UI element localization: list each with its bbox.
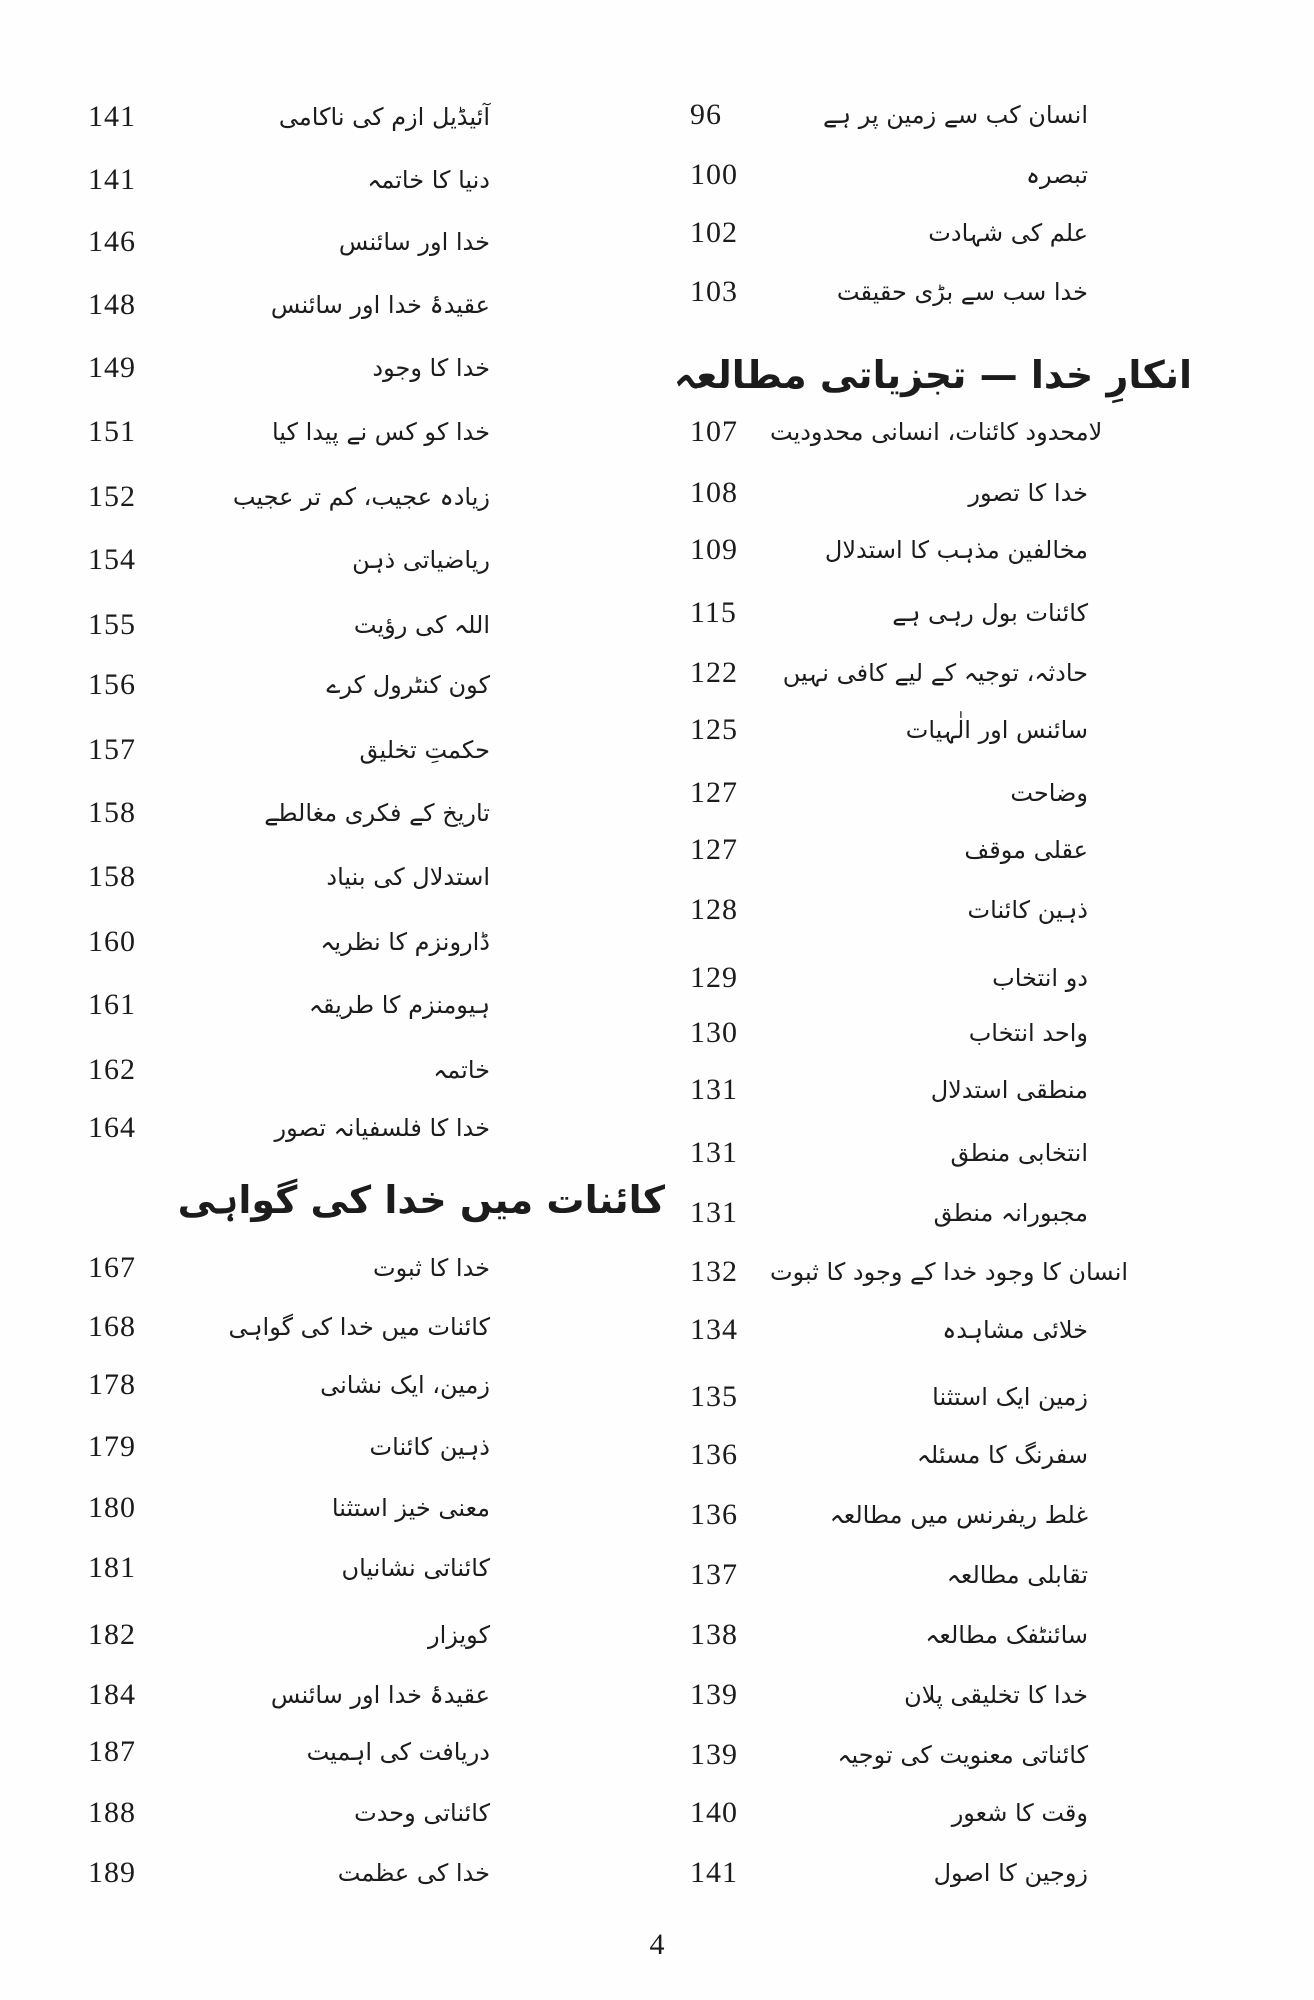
entry-page-number: 108: [690, 476, 738, 509]
entry-page-number: 137: [690, 1558, 738, 1591]
entry-page-number: 127: [690, 833, 738, 866]
toc-entry-row: [88, 480, 490, 514]
entry-page-number: 131: [690, 1196, 738, 1229]
entry-page-number: 148: [88, 288, 136, 321]
entry-title: ذہین کائنات: [967, 896, 1088, 924]
toc-entry-row: [690, 216, 1088, 250]
entry-page-number: 136: [690, 1438, 738, 1471]
entry-page-number: 132: [690, 1255, 738, 1288]
toc-entry-row: [690, 1618, 1088, 1652]
entry-title: سفرنگ کا مسئلہ: [916, 1441, 1088, 1469]
entry-title: خدا کو کس نے پیدا کیا: [271, 418, 490, 446]
entry-page-number: 158: [88, 796, 136, 829]
toc-entry-row: [88, 1551, 490, 1585]
entry-title: ہیومنزم کا طریقہ: [308, 991, 490, 1019]
toc-entry-row: [88, 988, 490, 1022]
entry-title: عقلی موقف: [964, 836, 1088, 864]
toc-entry-row: [88, 415, 490, 449]
toc-entry-row: [690, 776, 1088, 810]
entry-page-number: 151: [88, 415, 136, 448]
toc-entry-row: [690, 476, 1088, 510]
toc-entry-row: [690, 1073, 1088, 1107]
toc-entry-row: [690, 961, 1088, 995]
toc-entry-row: [690, 415, 1103, 449]
toc-entry-row: [690, 833, 1088, 867]
entry-title: خدا کا فلسفیانہ تصور: [274, 1114, 490, 1142]
entry-title: حادثہ، توجیہ کے لیے کافی نہیں: [782, 659, 1088, 687]
entry-title: انسان کا وجود خدا کے وجود کا ثبوت: [770, 1258, 1129, 1286]
toc-entry-row: [690, 713, 1088, 747]
entry-title: حکمتِ تخلیق: [359, 736, 490, 764]
entry-page-number: 184: [88, 1678, 136, 1711]
entry-title: خدا کا ثبوت: [372, 1254, 490, 1282]
entry-page-number: 109: [690, 533, 738, 566]
entry-page-number: 167: [88, 1251, 136, 1284]
toc-entry-row: [690, 1678, 1088, 1712]
entry-title: کویزار: [427, 1621, 490, 1649]
entry-page-number: 138: [690, 1618, 738, 1651]
toc-entry-row: [88, 1310, 490, 1344]
entry-page-number: 130: [690, 1016, 738, 1049]
entry-title: سائنس اور الٰہیات: [905, 716, 1088, 744]
entry-title: خاتمہ: [433, 1056, 490, 1084]
toc-entry-row: [690, 98, 1088, 132]
toc-entry-row: [88, 733, 490, 767]
entry-title: انسان کب سے زمین پر ہے: [822, 101, 1088, 129]
toc-entry-row: [88, 1368, 490, 1402]
entry-page-number: 140: [690, 1796, 738, 1829]
toc-entry-row: [88, 100, 490, 134]
entry-title: تبصرہ: [1025, 161, 1088, 189]
entry-title: ریاضیاتی ذہن: [352, 546, 490, 574]
toc-entry-row: [88, 1053, 490, 1087]
entry-page-number: 135: [690, 1380, 738, 1413]
entry-page-number: 149: [88, 351, 136, 384]
entry-page-number: 127: [690, 776, 738, 809]
entry-page-number: 179: [88, 1430, 136, 1463]
entry-title: خدا کی عظمت: [337, 1859, 490, 1887]
entry-page-number: 96: [690, 98, 722, 131]
entry-page-number: 107: [690, 415, 738, 448]
entry-title: انتخابی منطق: [950, 1139, 1088, 1167]
toc-entry-row: [88, 1251, 490, 1285]
toc-entry-row: [88, 608, 490, 642]
entry-title: ڈارونزم کا نظریہ: [320, 928, 490, 956]
toc-entry-row: [690, 158, 1088, 192]
entry-page-number: 122: [690, 656, 738, 689]
toc-entry-row: [690, 275, 1088, 309]
entry-title: خدا کا وجود: [372, 354, 490, 382]
entry-page-number: 182: [88, 1618, 136, 1651]
entry-title: کائناتی نشانیاں: [341, 1554, 490, 1582]
entry-page-number: 161: [88, 988, 136, 1021]
entry-page-number: 154: [88, 543, 136, 576]
entry-page-number: 155: [88, 608, 136, 641]
entry-page-number: 160: [88, 925, 136, 958]
entry-page-number: 139: [690, 1738, 738, 1771]
toc-entry-row: [88, 1111, 490, 1145]
toc-entry-row: [690, 1498, 1088, 1532]
entry-title: خلائی مشاہدہ: [942, 1316, 1088, 1344]
entry-page-number: 139: [690, 1678, 738, 1711]
entry-page-number: 181: [88, 1551, 136, 1584]
entry-page-number: 103: [690, 275, 738, 308]
toc-entry-row: [88, 1430, 490, 1464]
entry-page-number: 168: [88, 1310, 136, 1343]
toc-entry-row: [690, 1380, 1088, 1414]
toc-entry-row: [88, 351, 490, 385]
entry-title: مجبورانہ منطق: [933, 1199, 1088, 1227]
entry-title: زمین ایک استثنا: [932, 1383, 1088, 1411]
entry-title: کائنات بول رہی ہے: [892, 599, 1088, 627]
toc-entry-row: [88, 796, 490, 830]
entry-page-number: 141: [88, 100, 136, 133]
entry-page-number: 157: [88, 733, 136, 766]
entry-title: دنیا کا خاتمہ: [367, 166, 490, 194]
entry-title: کون کنٹرول کرے: [326, 671, 490, 699]
toc-entry-row: [88, 163, 490, 197]
entry-page-number: 131: [690, 1073, 738, 1106]
toc-entry-row: [690, 893, 1088, 927]
toc-entry-row: [690, 1255, 1129, 1289]
toc-entry-row: [88, 225, 490, 259]
toc-entry-row: [88, 1618, 490, 1652]
entry-title: آئیڈیل ازم کی ناکامی: [278, 103, 490, 131]
entry-page-number: 102: [690, 216, 738, 249]
entry-title: کائناتی معنویت کی توجیہ: [837, 1741, 1088, 1769]
toc-entry-row: [690, 656, 1088, 690]
toc-entry-row: [690, 1313, 1088, 1347]
entry-title: اللہ کی رؤیت: [353, 611, 490, 639]
entry-title: واحد انتخاب: [968, 1019, 1088, 1047]
toc-entry-row: [88, 1856, 490, 1890]
toc-entry-row: [88, 1491, 490, 1525]
entry-title: عقیدۂ خدا اور سائنس: [270, 1681, 490, 1709]
entry-title: تقابلی مطالعہ: [946, 1561, 1088, 1589]
entry-title: غلط ریفرنس میں مطالعہ: [829, 1501, 1088, 1529]
entry-title: ذہین کائنات: [369, 1433, 490, 1461]
entry-page-number: 136: [690, 1498, 738, 1531]
entry-title: مخالفین مذہب کا استدلال: [824, 536, 1088, 564]
toc-entry-row: [690, 1196, 1088, 1230]
entry-title: دریافت کی اہمیت: [306, 1738, 490, 1766]
toc-entry-row: [690, 1016, 1088, 1050]
entry-title: تاریخ کے فکری مغالطے: [264, 799, 490, 827]
toc-entry-row: [88, 1796, 490, 1830]
entry-page-number: 187: [88, 1735, 136, 1768]
toc-entry-row: [88, 543, 490, 577]
toc-entry-row: [690, 1558, 1088, 1592]
entry-page-number: 178: [88, 1368, 136, 1401]
entry-title: لامحدود کائنات، انسانی محدودیت: [770, 418, 1103, 446]
toc-entry-row: [690, 596, 1088, 630]
entry-page-number: 115: [690, 596, 737, 629]
toc-entry-row: [690, 533, 1088, 567]
entry-page-number: 146: [88, 225, 136, 258]
entry-page-number: 152: [88, 480, 136, 513]
entry-page-number: 125: [690, 713, 738, 746]
entry-page-number: 141: [88, 163, 136, 196]
entry-page-number: 131: [690, 1136, 738, 1169]
toc-entry-row: [690, 1856, 1088, 1890]
section-heading: انکارِ خدا — تجزیاتی مطالعہ: [673, 353, 1192, 397]
toc-entry-row: [690, 1738, 1088, 1772]
toc-entry-row: [690, 1136, 1088, 1170]
entry-page-number: 188: [88, 1796, 136, 1829]
entry-page-number: 189: [88, 1856, 136, 1889]
toc-entry-row: [88, 860, 490, 894]
entry-title: خدا اور سائنس: [338, 228, 490, 256]
entry-title: علم کی شہادت: [928, 219, 1088, 247]
entry-page-number: 129: [690, 961, 738, 994]
toc-entry-row: [88, 1735, 490, 1769]
entry-page-number: 141: [690, 1856, 738, 1889]
toc-entry-row: [690, 1796, 1088, 1830]
entry-title: وقت کا شعور: [951, 1799, 1088, 1827]
entry-title: استدلال کی بنیاد: [326, 863, 490, 891]
entry-title: زوجین کا اصول: [933, 1859, 1088, 1887]
entry-title: کائنات میں خدا کی گواہی: [228, 1313, 490, 1341]
toc-entry-row: [88, 288, 490, 322]
entry-title: سائنٹفک مطالعہ: [925, 1621, 1088, 1649]
folio-page-number: 4: [649, 1928, 665, 1961]
entry-title: خدا کا تخلیقی پلان: [904, 1681, 1088, 1709]
entry-page-number: 134: [690, 1313, 738, 1346]
entry-page-number: 164: [88, 1111, 136, 1144]
entry-title: خدا سب سے بڑی حقیقت: [836, 278, 1088, 306]
toc-entry-row: [88, 1678, 490, 1712]
entry-title: زمین، ایک نشانی: [320, 1371, 490, 1399]
entry-page-number: 128: [690, 893, 738, 926]
entry-title: عقیدۂ خدا اور سائنس: [270, 291, 490, 319]
entry-title: منطقی استدلال: [930, 1076, 1088, 1104]
entry-title: کائناتی وحدت: [354, 1799, 490, 1827]
entry-title: خدا کا تصور: [968, 479, 1088, 507]
entry-page-number: 158: [88, 860, 136, 893]
entry-title: معنی خیز استثنا: [331, 1494, 490, 1522]
entry-page-number: 162: [88, 1053, 136, 1086]
entry-title: وضاحت: [1010, 779, 1088, 807]
entry-title: زیادہ عجیب، کم تر عجیب: [232, 483, 490, 511]
toc-entry-row: [88, 668, 490, 702]
entry-page-number: 156: [88, 668, 136, 701]
entry-title: دو انتخاب: [992, 964, 1088, 992]
toc-entry-row: [690, 1438, 1088, 1472]
section-heading: کائنات میں خدا کی گواہی: [177, 1178, 665, 1222]
entry-page-number: 100: [690, 158, 738, 191]
toc-entry-row: [88, 925, 490, 959]
entry-page-number: 180: [88, 1491, 136, 1524]
